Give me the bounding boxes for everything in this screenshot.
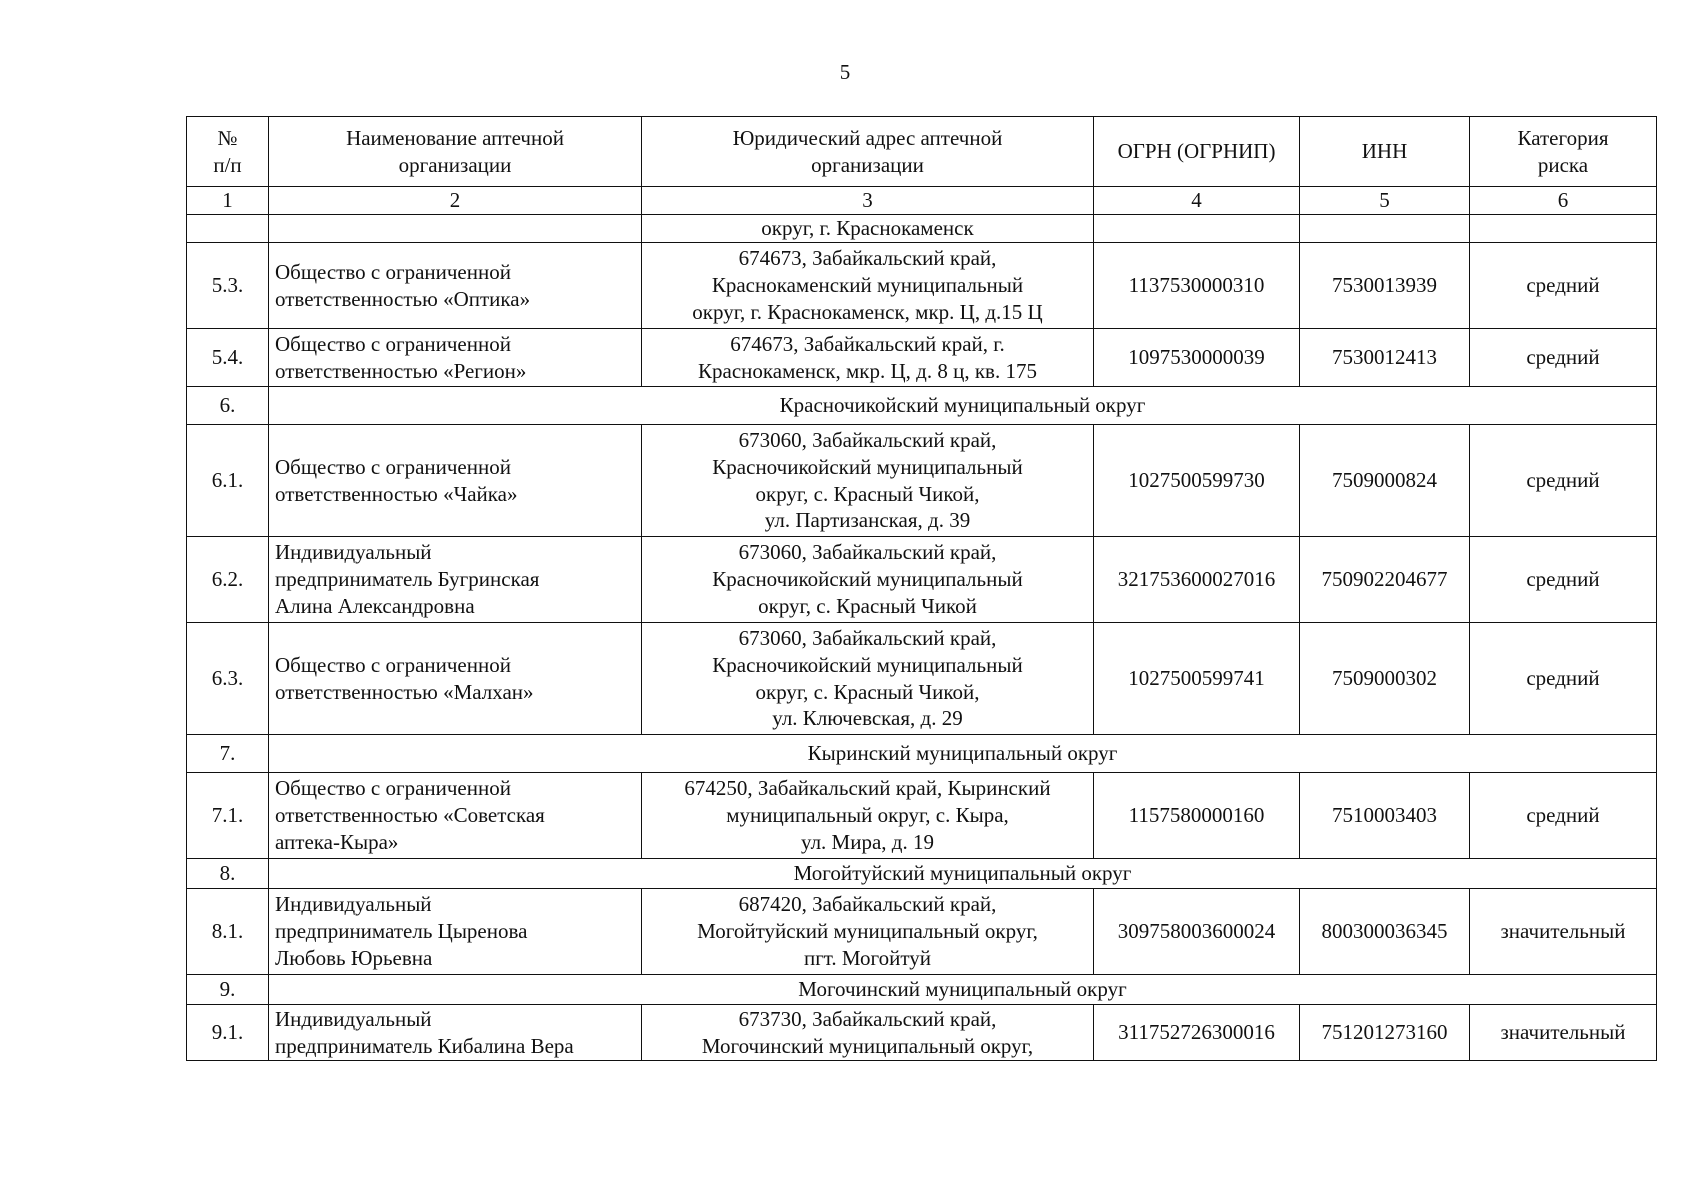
cell-region-name: Могочинский муниципальный округ (269, 975, 1657, 1005)
header-inn: ИНН (1300, 117, 1470, 187)
cell-risk: средний (1470, 243, 1657, 329)
cell-num: 5.3. (187, 243, 269, 329)
cell-ogrn: 309758003600024 (1094, 889, 1300, 975)
cell-region-name: Кыринский муниципальный округ (269, 735, 1657, 773)
header-address: Юридический адрес аптечной организации (642, 117, 1094, 187)
cell-inn: 7510003403 (1300, 773, 1470, 859)
region-row (187, 735, 1657, 773)
region-row (187, 859, 1657, 889)
cell-inn: 7530013939 (1300, 243, 1470, 329)
cell-region-num: 9. (187, 975, 269, 1005)
cell-name: Общество с ограниченной ответственностью «Малхан» (269, 623, 642, 735)
cell-risk: средний (1470, 329, 1657, 387)
column-number: 1 (187, 187, 269, 215)
cell-region-num: 8. (187, 859, 269, 889)
cell-address: 674673, Забайкальский край, г. Краснокаменск, мкр. Ц, д. 8 ц, кв. 175 (642, 329, 1094, 387)
cell-num: 8.1. (187, 889, 269, 975)
cell-address: 687420, Забайкальский край, Могойтуйский муниципальный округ, пгт. Могойтуй (642, 889, 1094, 975)
column-number: 4 (1094, 187, 1300, 215)
cell-ogrn: 321753600027016 (1094, 537, 1300, 623)
cell-address: 673730, Забайкальский край, Могочинский муниципальный округ, (642, 1005, 1094, 1061)
column-number: 2 (269, 187, 642, 215)
pharmacy-registry-table (186, 116, 1657, 1061)
cell-num: 7.1. (187, 773, 269, 859)
cell-ogrn: 311752726300016 (1094, 1005, 1300, 1061)
cell-ogrn: 1157580000160 (1094, 773, 1300, 859)
cell-address: 673060, Забайкальский край, Красночикойский муниципальный округ, с. Красный Чикой, ул. Ключевская, д. 29 (642, 623, 1094, 735)
cell-empty (187, 215, 269, 243)
cell-name: Индивидуальный предприниматель Кибалина Вера (269, 1005, 642, 1061)
cell-name: Общество с ограниченной ответственностью «Оптика» (269, 243, 642, 329)
continuation-row (187, 215, 1657, 243)
cell-region-name: Красночикойский муниципальный округ (269, 387, 1657, 425)
cell-num: 6.3. (187, 623, 269, 735)
header-num: № п/п (187, 117, 269, 187)
cell-num: 5.4. (187, 329, 269, 387)
table-row (187, 1005, 1657, 1061)
cell-name: Индивидуальный предприниматель Цыренова Любовь Юрьевна (269, 889, 642, 975)
cell-empty (1094, 215, 1300, 243)
page-number: 5 (839, 60, 851, 84)
region-row (187, 387, 1657, 425)
cell-inn: 751201273160 (1300, 1005, 1470, 1061)
table-row (187, 425, 1657, 537)
table-row (187, 889, 1657, 975)
cell-risk: средний (1470, 623, 1657, 735)
column-number: 6 (1470, 187, 1657, 215)
table-header-row (187, 117, 1657, 187)
table-row (187, 773, 1657, 859)
header-risk: Категория риска (1470, 117, 1657, 187)
cell-region-num: 6. (187, 387, 269, 425)
cell-risk: значительный (1470, 889, 1657, 975)
cell-ogrn: 1097530000039 (1094, 329, 1300, 387)
cell-address: 674673, Забайкальский край, Краснокаменский муниципальный округ, г. Краснокаменск, мкр. Ц, д.15 Ц (642, 243, 1094, 329)
cell-risk: средний (1470, 425, 1657, 537)
table-row (187, 537, 1657, 623)
cell-region-num: 7. (187, 735, 269, 773)
cell-address: округ, г. Краснокаменск (642, 215, 1094, 243)
column-number: 3 (642, 187, 1094, 215)
cell-empty (1470, 215, 1657, 243)
cell-address: 673060, Забайкальский край, Красночикойский муниципальный округ, с. Красный Чикой, ул. Партизанская, д. 39 (642, 425, 1094, 537)
cell-name: Общество с ограниченной ответственностью «Регион» (269, 329, 642, 387)
cell-empty (1300, 215, 1470, 243)
cell-name: Общество с ограниченной ответственностью «Чайка» (269, 425, 642, 537)
cell-region-name: Могойтуйский муниципальный округ (269, 859, 1657, 889)
cell-ogrn: 1027500599730 (1094, 425, 1300, 537)
table-row (187, 623, 1657, 735)
cell-address: 673060, Забайкальский край, Красночикойский муниципальный округ, с. Красный Чикой (642, 537, 1094, 623)
cell-inn: 750902204677 (1300, 537, 1470, 623)
header-ogrn: ОГРН (ОГРНИП) (1094, 117, 1300, 187)
cell-inn: 7509000302 (1300, 623, 1470, 735)
cell-inn: 800300036345 (1300, 889, 1470, 975)
table-row (187, 243, 1657, 329)
column-number-row (187, 187, 1657, 215)
column-number: 5 (1300, 187, 1470, 215)
cell-risk: средний (1470, 773, 1657, 859)
cell-ogrn: 1027500599741 (1094, 623, 1300, 735)
table-row (187, 329, 1657, 387)
cell-num: 6.2. (187, 537, 269, 623)
cell-inn: 7530012413 (1300, 329, 1470, 387)
region-row (187, 975, 1657, 1005)
cell-num: 6.1. (187, 425, 269, 537)
cell-risk: значительный (1470, 1005, 1657, 1061)
cell-num: 9.1. (187, 1005, 269, 1061)
header-name: Наименование аптечной организации (269, 117, 642, 187)
cell-name: Общество с ограниченной ответственностью «Советская аптека-Кыра» (269, 773, 642, 859)
cell-ogrn: 1137530000310 (1094, 243, 1300, 329)
cell-name: Индивидуальный предприниматель Бугринская Алина Александровна (269, 537, 642, 623)
cell-address: 674250, Забайкальский край, Кыринский муниципальный округ, с. Кыра, ул. Мира, д. 19 (642, 773, 1094, 859)
cell-inn: 7509000824 (1300, 425, 1470, 537)
cell-empty (269, 215, 642, 243)
cell-risk: средний (1470, 537, 1657, 623)
